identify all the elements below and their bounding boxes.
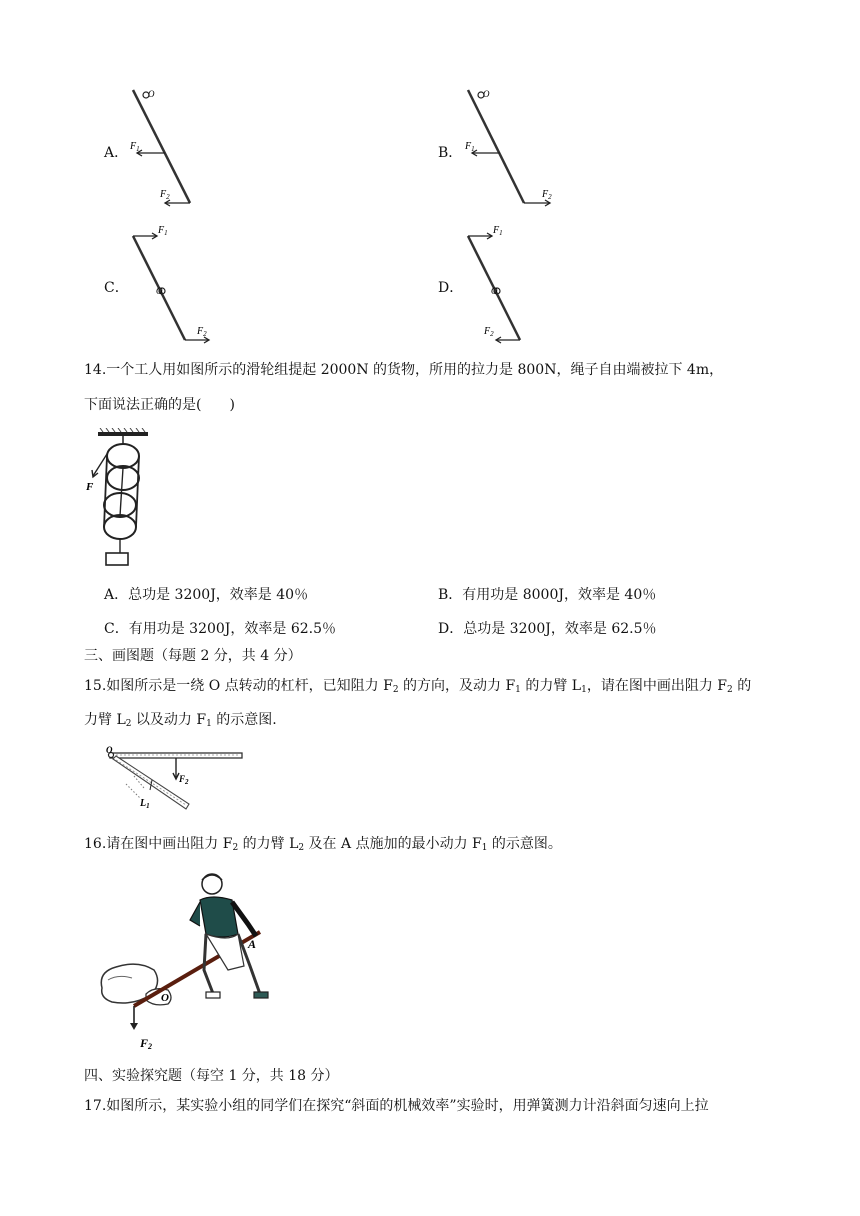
q16-worker-crowbar-figure xyxy=(88,870,278,1055)
option-b-label: B． xyxy=(438,145,463,161)
pull-force-f-label: F xyxy=(86,481,94,493)
f2-label: $F_2$ xyxy=(542,189,552,201)
option-a-lever-figure xyxy=(125,85,205,210)
q14-option-c[interactable]: C．有用功是 3200J，效率是 62.5％ xyxy=(104,621,337,637)
pivot-o-label: O xyxy=(156,286,163,296)
f2-label: $F_2$ xyxy=(484,326,494,338)
f1-label: $F_1$ xyxy=(130,141,140,153)
q16-stem: 16.请在图中画出阻力 $F_2$ 的力臂 $L_2$ 及在 A 点施加的最小动力 $F_1$ 的示意图。 xyxy=(84,836,562,853)
q15-lever-figure xyxy=(104,742,249,817)
pivot-o-label: O xyxy=(483,89,490,99)
q14-option-a[interactable]: A．总功是 3200J，效率是 40％ xyxy=(104,587,309,603)
option-b-lever-figure xyxy=(460,85,560,210)
l1-label: $L_1$ xyxy=(140,798,150,810)
point-a-label: A xyxy=(248,937,257,951)
option-c-lever-figure xyxy=(125,222,225,347)
f2-label: $F_2$ xyxy=(197,326,207,338)
pivot-o-label: O xyxy=(148,89,155,99)
q14-stem-line2: 下面说法正确的是( ) xyxy=(84,397,235,413)
q14-option-b[interactable]: B．有用功是 8000J，效率是 40％ xyxy=(438,587,657,603)
option-d-lever-figure xyxy=(460,222,560,347)
f1-label: $F_1$ xyxy=(158,225,168,237)
section-3-heading: 三、画图题（每题 2 分，共 4 分） xyxy=(84,648,302,664)
option-c-label: C． xyxy=(104,280,129,296)
f2-label: $F_2$ xyxy=(179,774,189,786)
section-4-heading: 四、实验探究题（每空 1 分，共 18 分） xyxy=(84,1068,339,1084)
q14-option-d[interactable]: D．总功是 3200J，效率是 62.5％ xyxy=(438,621,657,637)
option-a-label: A． xyxy=(104,145,129,161)
q14-stem-line1: 14.一个工人用如图所示的滑轮组提起 2000N 的货物，所用的拉力是 800N，绳子自由端被拉下 4m， xyxy=(84,362,724,378)
option-d-label: D． xyxy=(438,280,464,296)
q15-stem-line1: 15.如图所示是一绕 O 点转动的杠杆，已知阻力 $F_2$ 的方向，及动力 $F_1$ 的力臂 $L_1$，请在图中画出阻力 $F_2$ 的 xyxy=(84,678,752,695)
q15-stem-line2: 力臂 $L_2$ 以及动力 $F_1$ 的示意图. xyxy=(84,712,277,729)
f1-label: $F_1$ xyxy=(493,225,503,237)
q17-stem-line1: 17.如图所示，某实验小组的同学们在探究“斜面的机械效率”实验时，用弹簧测力计沿斜面匀速向上拉 xyxy=(84,1098,709,1114)
pivot-o-label: O xyxy=(106,745,113,755)
pivot-o-label: O xyxy=(491,286,498,296)
f1-label: $F_1$ xyxy=(465,141,475,153)
f2-label: F2 xyxy=(140,1036,153,1051)
f2-label: $F_2$ xyxy=(160,189,170,201)
pulley-block-figure xyxy=(84,428,164,570)
pivot-o-label: O xyxy=(161,992,169,1004)
